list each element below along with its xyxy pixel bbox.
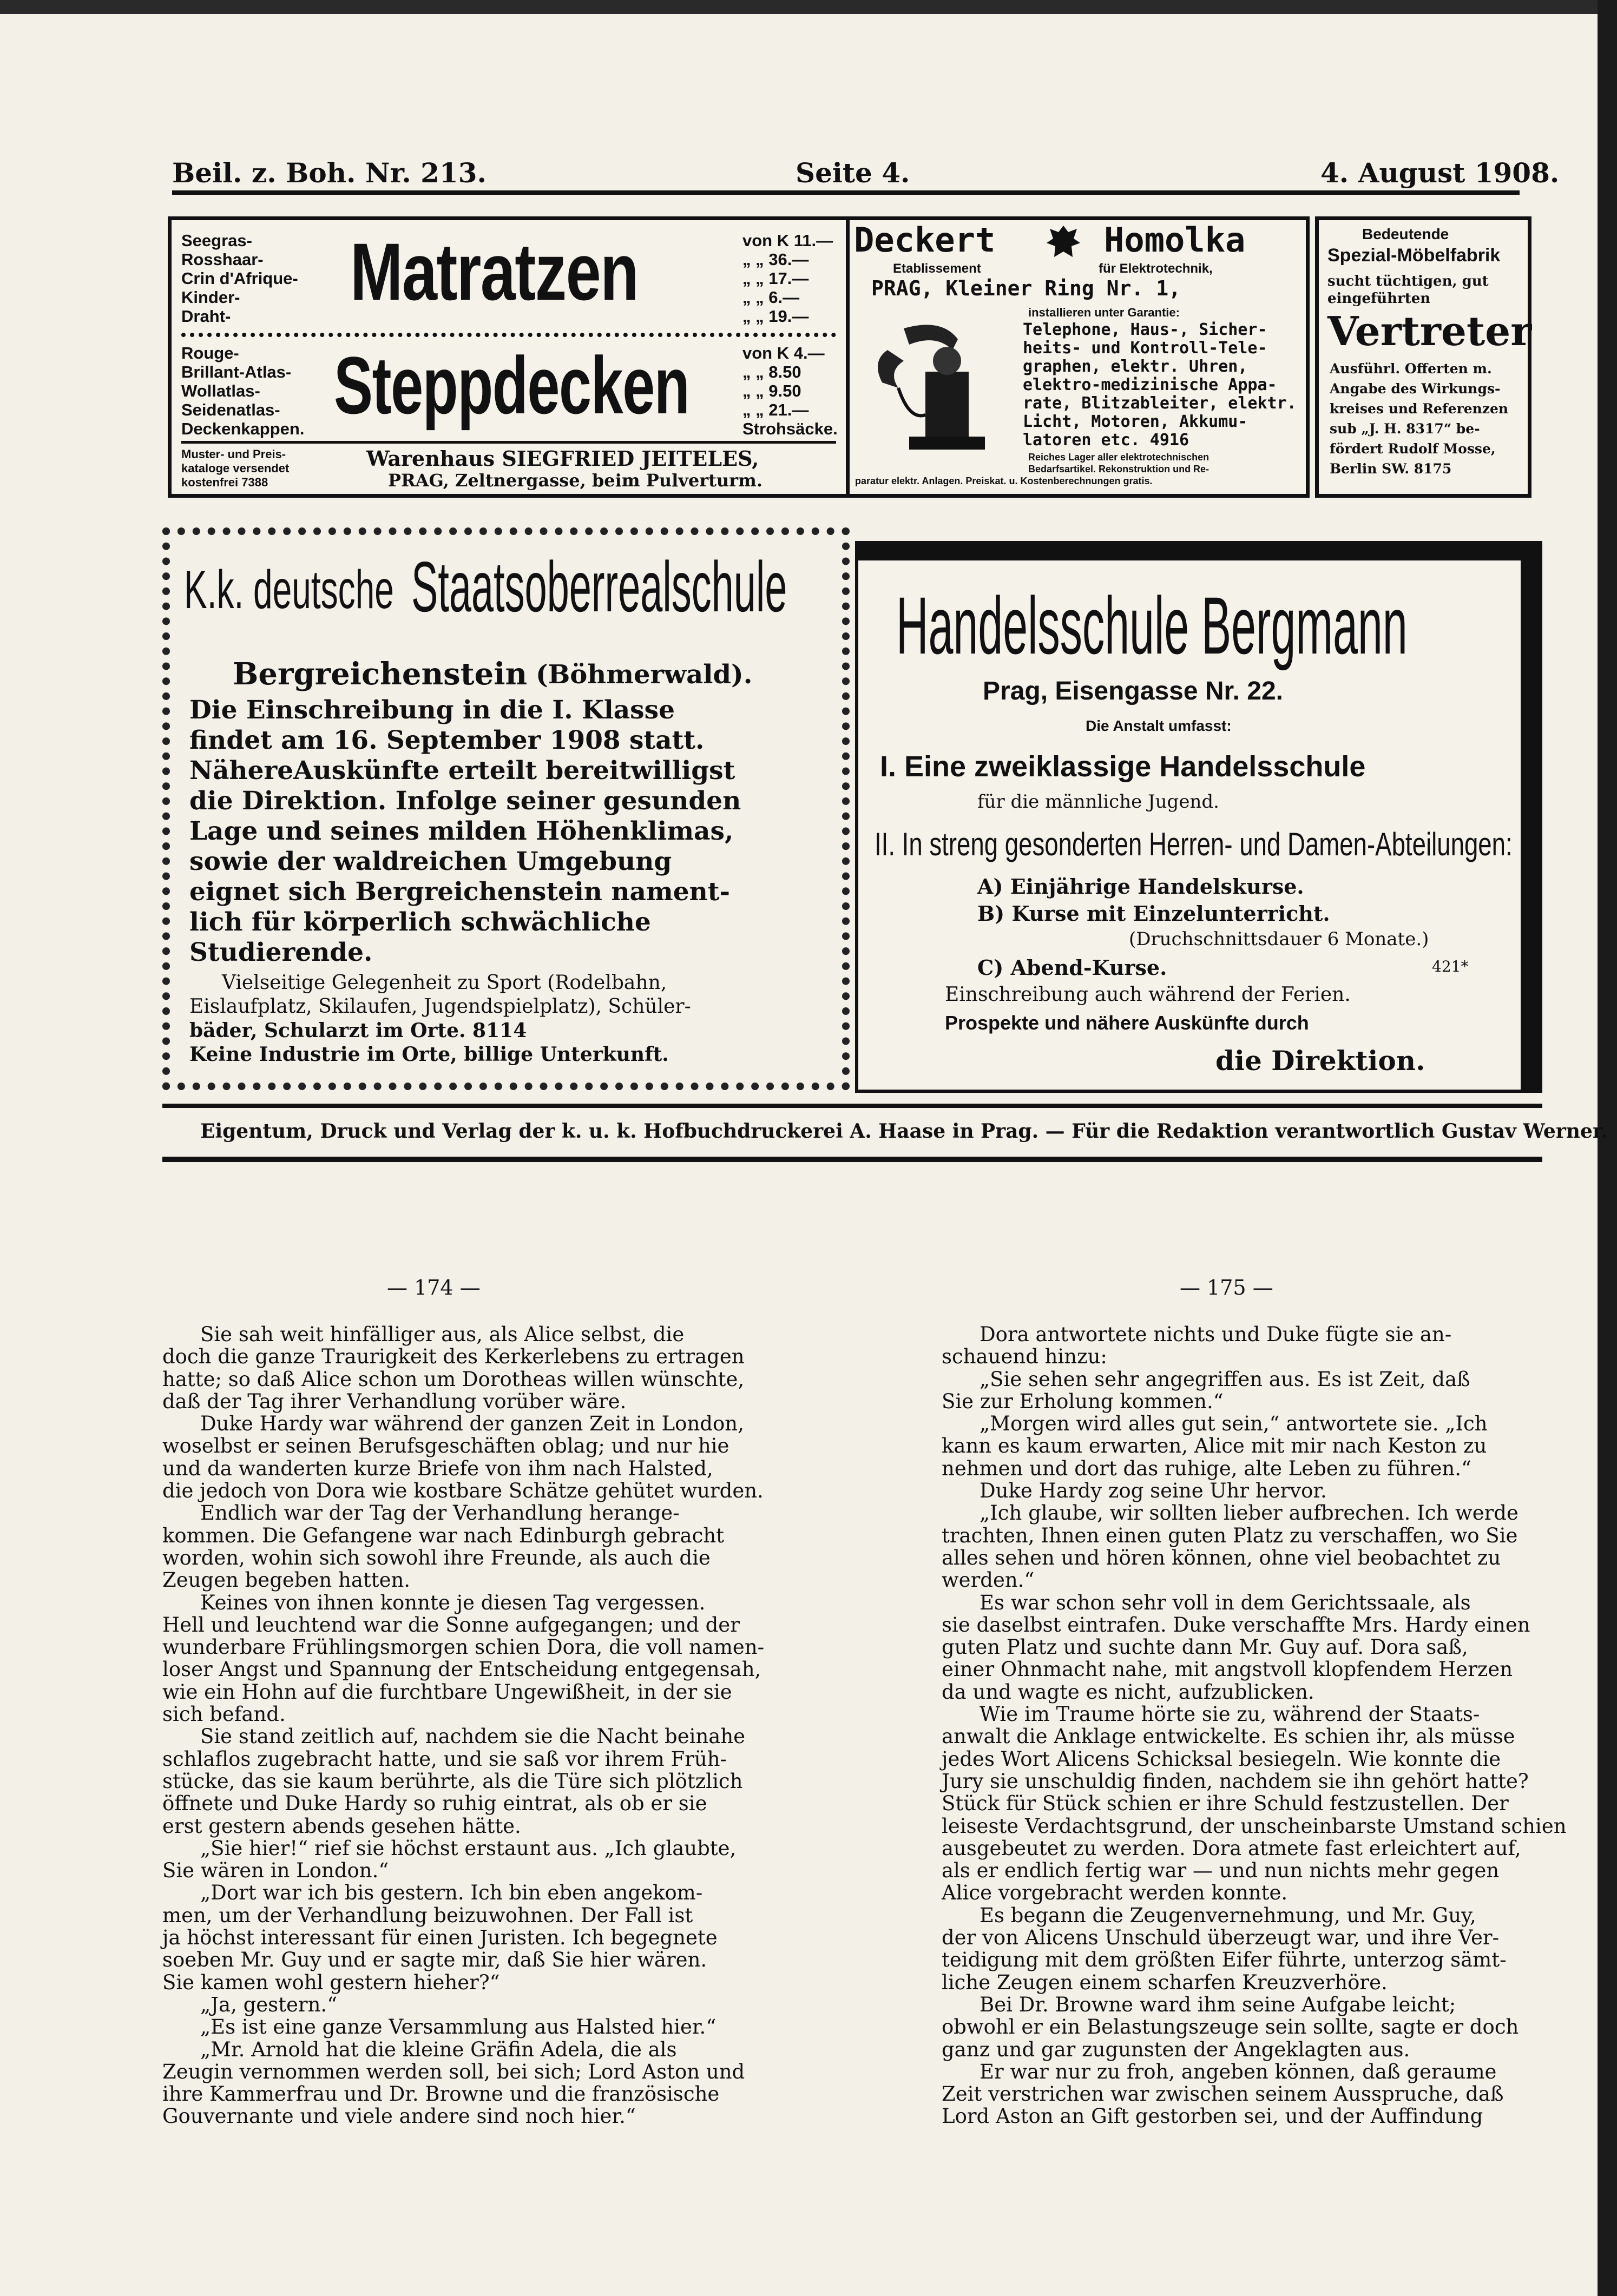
handel-einschreibung: Einschreibung auch während der Ferien. bbox=[945, 984, 1351, 1006]
text-line: wie ein Hohn auf die furchtbare Ungewißheit, in der sie bbox=[162, 1680, 732, 1704]
price-item: Strohsäcke. bbox=[742, 419, 838, 438]
text-line: kann es kaum erwarten, Alice mit mir nach Keston zu bbox=[942, 1434, 1487, 1458]
price-item: „ „ 9.50 bbox=[742, 381, 801, 400]
catalog-line: kostenfrei 7388 bbox=[181, 476, 268, 489]
text-line: „Morgen wird alles gut sein,“ antwortete sie. „Ich bbox=[980, 1412, 1488, 1436]
list-item: Draht- bbox=[181, 307, 231, 326]
text-line: „Mr. Arnold hat die kleine Gräfin Adela, die als bbox=[200, 2037, 677, 2061]
homolka-title: Homolka bbox=[1104, 220, 1246, 260]
header-rule bbox=[172, 190, 1520, 195]
catalog-line: kataloge versendet bbox=[181, 461, 290, 475]
ad-matratzen bbox=[168, 216, 850, 498]
school-line: NähereAuskünfte erteilt bereitwilligst bbox=[189, 756, 735, 786]
service-line: heits- und Kontroll-Tele- bbox=[1023, 339, 1267, 358]
deckert-sub2: für Elektrotechnik, bbox=[1099, 261, 1213, 276]
handel-item-c: C) Abend-Kurse. bbox=[977, 955, 1167, 980]
firm-name: Warenhaus SIEGFRIED JEITELES, bbox=[366, 446, 759, 471]
text-line: sich befand. bbox=[162, 1703, 286, 1726]
price-item: „ „ 21.— bbox=[742, 400, 809, 419]
imprint: Eigentum, Druck und Verlag der k. u. k. Hofbuchdruckerei A. Haase in Prag. — Für die Redaktion verantwortlich Gustav Werner. bbox=[200, 1120, 1608, 1143]
handel-prospekte: Prospekte und nähere Auskünfte durch bbox=[945, 1012, 1309, 1034]
text-line: daß der Tag ihrer Verhandlung vorüber wäre. bbox=[162, 1389, 627, 1413]
handel-item-c-num: 421* bbox=[1432, 958, 1469, 975]
text-line: ihre Kammerfrau und Dr. Browne und die französische bbox=[162, 2082, 720, 2106]
text-line: „Es ist eine ganze Versammlung aus Halsted hier.“ bbox=[200, 2015, 717, 2039]
text-line: erst gestern abends gesehen hätte. bbox=[162, 1814, 521, 1838]
text-line: „Dort war ich bis gestern. Ich bin eben angekom- bbox=[200, 1881, 703, 1905]
ad-school bbox=[184, 549, 828, 1068]
text-line: Wie im Traume hörte sie zu, während der Staats- bbox=[980, 1703, 1480, 1726]
school-place: Bergreichenstein bbox=[233, 656, 528, 692]
eagle-emblem-icon bbox=[1044, 223, 1082, 261]
school-line: die Direktion. Infolge seiner gesunden bbox=[189, 786, 741, 816]
text-line: „Ja, gestern.“ bbox=[200, 1992, 338, 2016]
text-line: und da wanderten kurze Briefe von ihm nach Halsted, bbox=[162, 1456, 713, 1480]
service-line: Licht, Motoren, Akkumu- bbox=[1023, 412, 1248, 431]
list-item: Rouge- bbox=[181, 344, 239, 362]
handel-signature: die Direktion. bbox=[1215, 1045, 1425, 1077]
vertreter-line3: sucht tüchtigen, gut bbox=[1327, 273, 1489, 289]
text-line: Zeugen begeben hatten. bbox=[162, 1568, 411, 1592]
list-item: Wollatlas- bbox=[181, 381, 260, 400]
text-line: einer Ohnmacht nahe, mit angstvoll klopfendem Herzen bbox=[942, 1658, 1513, 1681]
price-item: „ „ 17.— bbox=[742, 269, 809, 288]
text-line: teidigung mit dem größten Eifer führte, unterzog sämt- bbox=[942, 1948, 1507, 1972]
text-column-left bbox=[162, 1323, 785, 2128]
text-line: Sie sah weit hinfälliger aus, als Alice selbst, die bbox=[200, 1323, 685, 1346]
text-line: anwalt die Anklage entwickelte. Es schien ihr, als müsse bbox=[942, 1725, 1515, 1749]
vertreter-line2: Spezial-Möbelfabrik bbox=[1327, 245, 1501, 266]
text-line: Duke Hardy zog seine Uhr hervor. bbox=[980, 1479, 1327, 1503]
text-line: trachten, Ihnen einen guten Platz zu verschaffen, wo Sie bbox=[942, 1523, 1518, 1547]
catalog-line: Muster- und Preis- bbox=[181, 447, 286, 461]
text-line: worden, wohin sich sowohl ihre Freunde, als auch die bbox=[162, 1546, 711, 1569]
text-line: Hell und leuchtend war die Sonne aufgegangen; und der bbox=[162, 1613, 740, 1637]
firm-address: PRAG, Zeltnergasse, beim Pulverturm. bbox=[388, 470, 763, 491]
school-line: Keine Industrie im Orte, billige Unterkunft. bbox=[189, 1043, 669, 1066]
text-line: Dora antwortete nichts und Duke fügte sie an- bbox=[980, 1323, 1452, 1346]
page-number-right: — 175 — bbox=[1180, 1276, 1273, 1299]
school-region: (Böhmerwald). bbox=[536, 659, 753, 690]
detail-line: Angabe des Wirkungs- bbox=[1330, 381, 1501, 397]
text-line: Stück für Stück schien er ihre Schuld festzustellen. Der bbox=[942, 1792, 1509, 1816]
service-line: latoren etc. 4916 bbox=[1023, 431, 1189, 450]
text-line: sie daselbst eintrafen. Duke verschaffte Mrs. Hardy einen bbox=[942, 1613, 1530, 1637]
detail-line: sub „J. H. 8317“ be- bbox=[1330, 421, 1480, 437]
school-body bbox=[189, 695, 741, 968]
dotted-divider bbox=[181, 333, 836, 337]
text-line: „Sie sehen sehr angegriffen aus. Es ist Zeit, daß bbox=[980, 1367, 1470, 1391]
detail-line: Berlin SW. 8175 bbox=[1330, 461, 1452, 477]
school-line: eignet sich Bergreichenstein nament- bbox=[189, 877, 730, 907]
handel-item-i: I. Eine zweiklassige Handelsschule bbox=[880, 750, 1366, 783]
handel-item-b: B) Kurse mit Einzelunterricht. bbox=[977, 901, 1330, 926]
price-item: von K 11.— bbox=[742, 231, 833, 250]
price-item: „ „ 19.— bbox=[742, 307, 809, 326]
text-line: leiseste Verdachtsgrund, der unscheinbarste Umstand schien bbox=[942, 1814, 1567, 1838]
text-line: öffnete und Duke Hardy so ruhig eintrat, als ob er sie bbox=[162, 1792, 707, 1816]
handel-item-ii: II. In streng gesonderten Herren- und Damen-Abteilungen: bbox=[875, 826, 1513, 862]
vertreter-big: Vertreter bbox=[1327, 308, 1532, 355]
deckert-title: Deckert bbox=[854, 220, 996, 260]
text-line: schauend hinzu: bbox=[942, 1345, 1107, 1369]
text-line: ja höchst interessant für einen Juristen. Ich begegnete bbox=[162, 1926, 718, 1950]
deckert-services bbox=[1023, 321, 1297, 450]
school-line: bäder, Schularzt im Orte. 8114 bbox=[189, 1019, 527, 1042]
handel-item-b-sub: (Druchschnittsdauer 6 Monate.) bbox=[1129, 928, 1429, 950]
text-line: guten Platz und suchte dann Mr. Guy auf. Dora saß, bbox=[942, 1635, 1468, 1659]
text-line: Sie zur Erholung kommen.“ bbox=[942, 1389, 1224, 1413]
text-line: Sie stand zeitlich auf, nachdem sie die Nacht beinahe bbox=[200, 1725, 746, 1749]
deckert-foot1: Reiches Lager aller elektrotechnischen bbox=[1028, 452, 1210, 463]
school-line: Studierende. bbox=[189, 938, 373, 967]
text-line: Lord Aston an Gift gestorben sei, und der Auffindung bbox=[942, 2104, 1483, 2128]
school-line: sowie der waldreichen Umgebung bbox=[189, 847, 672, 876]
list-item: Crin d'Afrique- bbox=[181, 269, 298, 288]
text-line: wunderbare Frühlingsmorgen schien Dora, die voll namen- bbox=[162, 1635, 765, 1659]
list-item: Deckenkappen. bbox=[181, 419, 305, 438]
text-line: Zeit verstrichen war zwischen seinem Ausspruche, daß bbox=[942, 2082, 1504, 2106]
list-item: Seegras- bbox=[181, 231, 252, 250]
detail-line: kreises und Referenzen bbox=[1330, 401, 1509, 417]
price-item: „ „ 6.— bbox=[742, 288, 800, 307]
text-line: „Ich glaube, wir sollten lieber aufbrechen. Ich werde bbox=[980, 1501, 1519, 1525]
header-left: Beil. z. Boh. Nr. 213. bbox=[172, 157, 487, 189]
text-line: „Sie hier!“ rief sie höchst erstaunt aus. „Ich glaubte, bbox=[200, 1836, 737, 1860]
school-line: lich für körperlich schwächliche bbox=[189, 907, 651, 937]
vertreter-details bbox=[1330, 359, 1508, 479]
school-body2 bbox=[189, 971, 691, 1066]
handel-title: Handelsschule Bergmann bbox=[896, 580, 1408, 671]
text-line: soeben Mr. Guy und er sagte mir, daß Sie hier wären. bbox=[162, 1948, 707, 1972]
text-line: Sie kamen wohl gestern hieher?“ bbox=[162, 1970, 500, 1994]
text-line: stücke, das sie kaum berührte, als die Türe sich plötzlich bbox=[162, 1769, 743, 1793]
text-line: kommen. Die Gefangene war nach Edinburgh gebracht bbox=[162, 1523, 725, 1547]
vertreter-line1: Bedeutende bbox=[1362, 226, 1449, 242]
list-item: Rosshaar- bbox=[181, 250, 264, 269]
text-line: Sie wären in London.“ bbox=[162, 1859, 389, 1883]
price-item: „ „ 8.50 bbox=[742, 362, 801, 381]
text-line: ganz und gar zugunsten der Angeklagten aus. bbox=[942, 2037, 1410, 2061]
page-number-left: — 174 — bbox=[387, 1276, 481, 1299]
catalog-note bbox=[181, 447, 289, 490]
rule bbox=[181, 441, 836, 444]
text-line: hatte; so daß Alice schon um Dorotheas willen wünschte, bbox=[162, 1367, 745, 1391]
steppdecken-list bbox=[181, 344, 304, 438]
text-line: Es war schon sehr voll in dem Gerichtssaale, als bbox=[980, 1591, 1471, 1614]
text-line: alles sehen und hören können, ohne viel beobachtet zu bbox=[942, 1546, 1501, 1569]
school-line: findet am 16. September 1908 statt. bbox=[189, 725, 705, 755]
price-item: von K 4.— bbox=[742, 344, 825, 362]
school-line: Eislaufplatz, Skilaufen, Jugendspielplatz), Schüler- bbox=[189, 995, 691, 1018]
text-line: Keines von ihnen konnte je diesen Tag vergessen. bbox=[200, 1591, 706, 1614]
text-line: Zeugin vernommen werden soll, bei sich; Lord Aston und bbox=[162, 2060, 745, 2083]
text-line: Es begann die Zeugenvernehmung, und Mr. Guy, bbox=[980, 1903, 1476, 1927]
text-line: nehmen und dort das ruhige, alte Leben zu führen.“ bbox=[942, 1456, 1471, 1480]
service-line: Telephone, Haus-, Sicher- bbox=[1023, 320, 1267, 339]
header-center: Seite 4. bbox=[796, 157, 910, 189]
handel-address: Prag, Eisengasse Nr. 22. bbox=[983, 677, 1283, 705]
text-line: als er endlich fertig war — und nun nichts mehr gegen bbox=[942, 1859, 1500, 1883]
text-line: doch die ganze Traurigkeit des Kerkerlebens zu ertragen bbox=[162, 1345, 745, 1369]
handel-item-i-sub: für die männliche Jugend. bbox=[977, 791, 1219, 813]
matratzen-title: Matratzen bbox=[350, 226, 639, 317]
text-line: ausgebeutet zu werden. Dora atmete fast erleichtert auf, bbox=[942, 1836, 1521, 1860]
text-line: jedes Wort Alicens Schicksal besiegeln. Wie konnte die bbox=[942, 1747, 1501, 1771]
imprint-rule-bottom bbox=[162, 1157, 1542, 1162]
text-line: woselbst er seinen Berufsgeschäften oblag; und nur hie bbox=[162, 1434, 729, 1458]
scan-right-edge bbox=[1598, 0, 1617, 2296]
text-line: men, um der Verhandlung beizuwohnen. Der Fall ist bbox=[162, 1903, 693, 1927]
ad-deckert-homolka bbox=[850, 216, 1310, 498]
school-line: Vielseitige Gelegenheit zu Sport (Rodelbahn, bbox=[222, 972, 667, 994]
service-line: rate, Blitzableiter, elektr. bbox=[1023, 394, 1297, 413]
header-right: 4. August 1908. bbox=[1320, 157, 1560, 189]
ad-handelsschule bbox=[855, 541, 1542, 1093]
ad-vertreter bbox=[1315, 216, 1531, 498]
handel-item-a: A) Einjährige Handelskurse. bbox=[977, 874, 1304, 899]
text-line: da und wagte es nicht, aufzublicken. bbox=[942, 1680, 1314, 1704]
text-line: schlaflos zugebracht hatte, und sie saß vor ihrem Früh- bbox=[162, 1747, 727, 1771]
deckert-foot2: Bedarfsartikel. Rekonstruktion und Re- bbox=[1028, 464, 1210, 474]
deckert-sub1: Etablissement bbox=[893, 261, 981, 276]
handel-intro: Die Anstalt umfasst: bbox=[1086, 717, 1232, 734]
service-line: graphen, elektr. Uhren, bbox=[1023, 357, 1248, 376]
list-item: Brillant-Atlas- bbox=[181, 362, 292, 381]
list-item: Seidenatlas- bbox=[181, 400, 280, 419]
price-item: „ „ 36.— bbox=[742, 250, 809, 269]
matratzen-prices bbox=[742, 231, 833, 326]
text-line: werden.“ bbox=[942, 1568, 1035, 1592]
text-line: liche Zeugen einem scharfen Kreuzverhöre. bbox=[942, 1970, 1388, 1994]
detail-line: Ausführl. Offerten m. bbox=[1330, 361, 1492, 377]
matratzen-list bbox=[181, 231, 298, 326]
steppdecken-title: Steppdecken bbox=[334, 340, 689, 431]
school-line: Lage und seines milden Höhenklimas, bbox=[189, 816, 734, 846]
school-line: Die Einschreibung in die I. Klasse bbox=[189, 695, 675, 725]
text-column-right bbox=[942, 1323, 1567, 2128]
text-line: obwohl er ein Belastungszeuge sein sollte, sagte er doch bbox=[942, 2015, 1519, 2039]
text-line: die jedoch von Dora wie kostbare Schätze gehütet wurden. bbox=[162, 1479, 764, 1503]
vertreter-line4: eingeführten bbox=[1327, 291, 1431, 307]
school-title-a: K.k. deutsche bbox=[184, 559, 394, 620]
imprint-rule-top bbox=[162, 1104, 1542, 1108]
text-line: Er war nur zu froh, angeben können, daß geraume bbox=[980, 2060, 1497, 2083]
scan-top-edge bbox=[0, 0, 1617, 14]
text-line: Duke Hardy war während der ganzen Zeit in London, bbox=[200, 1412, 744, 1436]
text-line: Gouvernante und viele andere sind noch hier.“ bbox=[162, 2104, 636, 2128]
detail-line: fördert Rudolf Mosse, bbox=[1330, 441, 1496, 457]
text-line: Alice vorgebracht werden konnte. bbox=[942, 1881, 1288, 1905]
deckert-guarantee: installieren unter Garantie: bbox=[1028, 306, 1180, 319]
school-title-b: Staatsoberrealschule bbox=[411, 547, 787, 626]
text-line: loser Angst und Spannung der Entscheidung entgegensah, bbox=[162, 1658, 761, 1681]
telephone-illustration-icon bbox=[866, 307, 996, 458]
text-line: Bei Dr. Browne ward ihm seine Aufgabe leicht; bbox=[980, 1992, 1456, 2016]
text-line: der von Alicens Unschuld überzeugt war, und ihre Ver- bbox=[942, 1926, 1500, 1950]
steppdecken-prices bbox=[742, 344, 838, 438]
deckert-address: PRAG, Kleiner Ring Nr. 1, bbox=[871, 276, 1181, 300]
text-line: Jury sie unschuldig finden, nachdem sie ihn gehört hatte? bbox=[942, 1769, 1529, 1793]
list-item: Kinder- bbox=[181, 288, 240, 307]
deckert-foot3: paratur elektr. Anlagen. Preiskat. u. Kostenberechnungen gratis. bbox=[855, 476, 1153, 486]
service-line: elektro-medizinische Appa- bbox=[1023, 375, 1277, 394]
text-line: Endlich war der Tag der Verhandlung herange- bbox=[200, 1501, 680, 1525]
